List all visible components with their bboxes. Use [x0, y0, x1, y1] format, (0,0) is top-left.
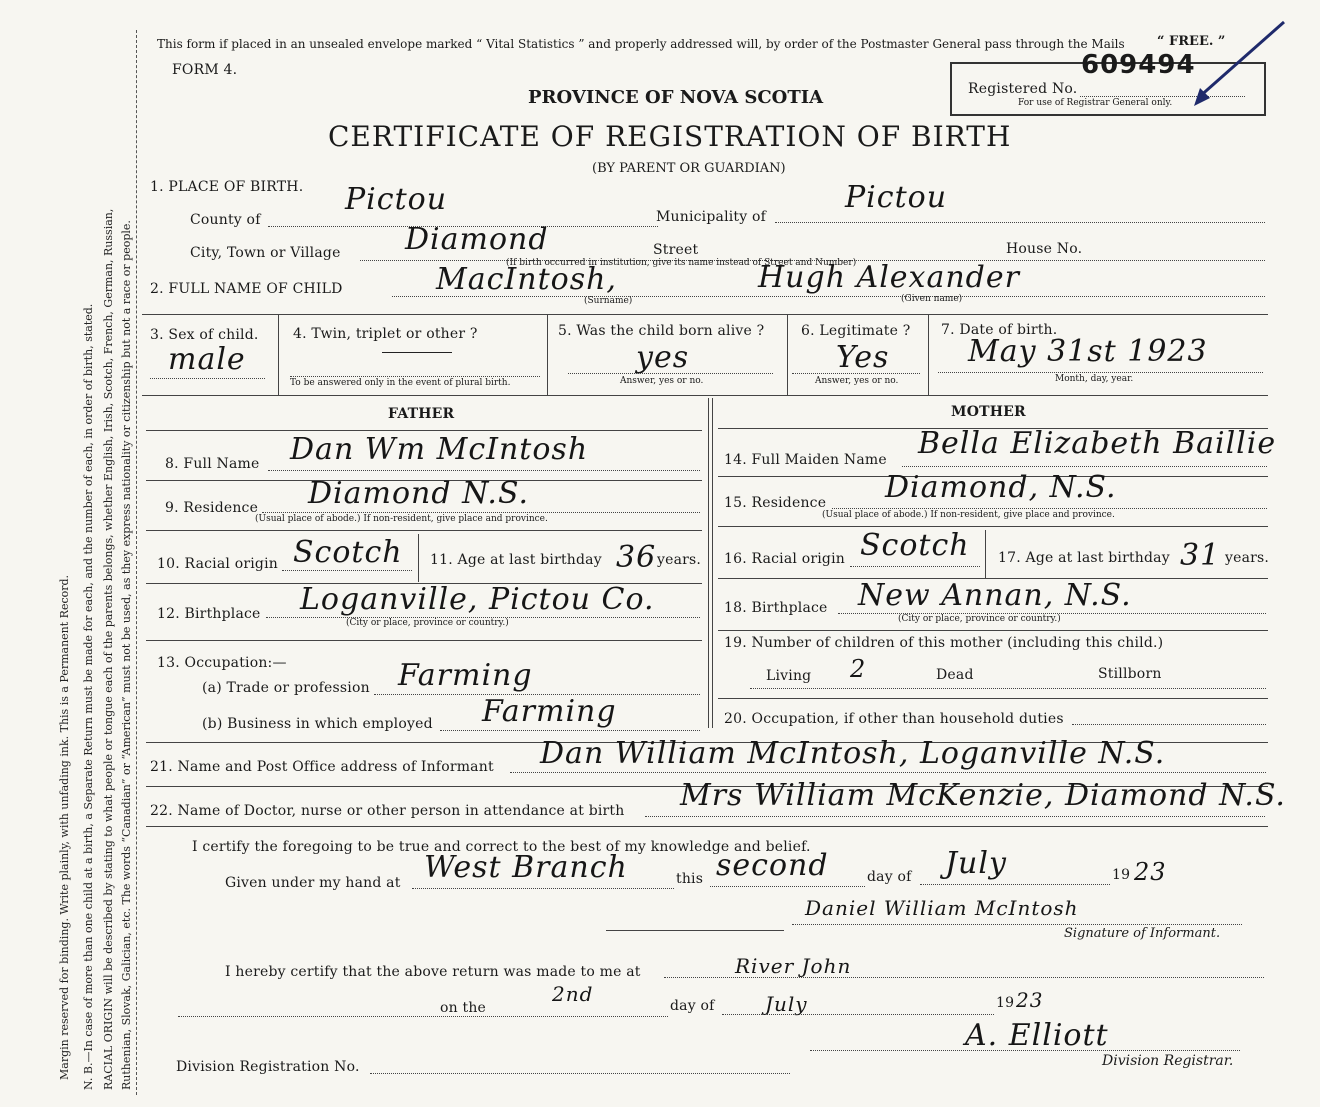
given-month: July	[945, 846, 1007, 881]
twin-dash	[382, 352, 452, 353]
mother-residence: Diamond, N.S.	[885, 470, 1117, 505]
given-year: 23	[1134, 858, 1167, 886]
sex-value: male	[168, 342, 246, 377]
father-residence: Diamond N.S.	[308, 476, 529, 511]
form-number: FORM 4.	[172, 62, 238, 78]
day-of-label: day of	[867, 869, 912, 885]
father-birthplace-note: (City or place, province or country.)	[346, 618, 509, 628]
alive-value: yes	[636, 340, 690, 375]
street-label: Street	[653, 242, 699, 258]
alive-label: 5. Was the child born alive ?	[558, 323, 765, 339]
father-years: years.	[657, 552, 702, 568]
side-note-racial: RACIAL ORIGIN will be described by stating to what people or tongue each of the parents belongs, whether English, Irish, Scotch, French, German, Russian,	[102, 208, 115, 1090]
free-notice: “ FREE. ”	[1157, 34, 1226, 49]
father-age-label: 11. Age at last birthday	[430, 552, 602, 568]
registrar-year-prefix: 19	[996, 995, 1015, 1011]
surname-label: (Surname)	[584, 296, 633, 306]
subtitle: (BY PARENT OR GUARDIAN)	[592, 161, 786, 176]
stillborn-label: Stillborn	[1098, 666, 1162, 682]
division-registrar-label: Division Registrar.	[1102, 1053, 1234, 1069]
mother-name: Bella Elizabeth Baillie	[918, 426, 1277, 461]
father-racial-label: 10. Racial origin	[157, 556, 278, 572]
registrar-day: 2nd	[552, 982, 594, 1006]
county-value: Pictou	[345, 182, 448, 217]
this-label: this	[676, 871, 704, 887]
page-title: CERTIFICATE OF REGISTRATION OF BIRTH	[328, 120, 1012, 153]
division-registration-label: Division Registration No.	[176, 1059, 360, 1075]
father-abode-note: (Usual place of abode.) If non-resident, give place and province.	[255, 514, 548, 524]
pen-mark-icon	[1180, 18, 1290, 110]
father-business-label: (b) Business in which employed	[202, 716, 433, 732]
institution-note: (If birth occurred in institution, give its name instead of Street and Number)	[506, 258, 857, 268]
county-label: County of	[190, 212, 261, 228]
doctor-value: Mrs William McKenzie, Diamond N.S.	[680, 778, 1286, 813]
father-trade: Farming	[398, 658, 533, 693]
certify-statement: I certify the foregoing to be true and correct to the best of my knowledge and belief.	[192, 839, 811, 855]
sex-label: 3. Sex of child.	[150, 327, 259, 343]
registrar-day-of: day of	[670, 998, 715, 1014]
informant-label: 21. Name and Post Office address of Informant	[150, 759, 494, 775]
mail-notice: This form if placed in an unsealed envelope marked “ Vital Statistics ” and properly addressed will, by order of the Postmaster General pass through the Mails	[157, 37, 1125, 51]
informant-signature: Daniel William McIntosh	[805, 896, 1079, 920]
house-label: House No.	[1006, 241, 1083, 257]
legitimate-label: 6. Legitimate ?	[801, 323, 911, 339]
mother-children-label: 19. Number of children of this mother (including this child.)	[724, 635, 1164, 651]
father-name-label: 8. Full Name	[165, 456, 260, 472]
doctor-label: 22. Name of Doctor, nurse or other person in attendance at birth	[150, 803, 625, 819]
child-name-label: 2. FULL NAME OF CHILD	[150, 281, 343, 297]
municipality-value: Pictou	[845, 180, 948, 215]
twin-note: To be answered only in the event of plural birth.	[290, 378, 511, 388]
mother-years: years.	[1225, 550, 1270, 566]
mother-residence-label: 15. Residence	[724, 495, 827, 511]
mother-birthplace-note: (City or place, province or country.)	[898, 614, 1061, 624]
living-value: 2	[850, 655, 867, 683]
mother-birthplace: New Annan, N.S.	[858, 578, 1132, 613]
place-of-birth-label: 1. PLACE OF BIRTH.	[150, 179, 304, 195]
given-place: West Branch	[424, 850, 628, 885]
mother-age: 31	[1180, 538, 1221, 573]
mother-birthplace-label: 18. Birthplace	[724, 600, 828, 616]
mother-abode-note: (Usual place of abode.) If non-resident, give place and province.	[822, 510, 1115, 520]
given-label: Given under my hand at	[225, 875, 401, 891]
father-heading: FATHER	[388, 406, 455, 422]
father-trade-label: (a) Trade or profession	[202, 680, 370, 696]
informant-value: Dan William McIntosh, Loganville N.S.	[540, 736, 1166, 771]
city-label: City, Town or Village	[190, 245, 341, 261]
registrar-statement: I hereby certify that the above return was made to me at	[225, 964, 641, 980]
registrar-use-note: For use of Registrar General only.	[1018, 98, 1173, 108]
mother-racial: Scotch	[860, 528, 970, 563]
side-note-margin: Margin reserved for binding. Write plainly, with unfading ink. This is a Permanent Record.	[58, 574, 71, 1080]
legitimate-value: Yes	[836, 340, 890, 375]
father-birthplace: Loganville, Pictou Co.	[300, 582, 655, 617]
municipality-label: Municipality of	[656, 209, 767, 225]
dob-label: 7. Date of birth.	[941, 322, 1058, 338]
dead-label: Dead	[936, 667, 974, 683]
signature-label: Signature of Informant.	[1064, 926, 1221, 941]
legitimate-note: Answer, yes or no.	[815, 376, 899, 386]
given-year-prefix: 19	[1112, 867, 1131, 883]
given-name-label: (Given name)	[901, 294, 963, 304]
registrar-year: 23	[1016, 988, 1044, 1012]
registered-number: 609494	[1081, 50, 1196, 80]
side-note-nb: N. B.—In case of more than one child at a birth, a Separate Return must be made for each, and the number of each, in order of birth, stated.	[82, 303, 95, 1090]
mother-age-label: 17. Age at last birthday	[998, 550, 1170, 566]
mother-occupation-label: 20. Occupation, if other than household duties	[724, 711, 1064, 727]
father-business: Farming	[482, 694, 617, 729]
registered-label: Registered No.	[968, 81, 1078, 97]
city-value: Diamond	[405, 222, 549, 257]
father-occupation-label: 13. Occupation:—	[157, 655, 287, 671]
side-note-racial-2: Ruthenian, Slovak, Galician, etc. The words “Canadian” or “American” must not be used, as they express nationality or citizenship but not a race or people.	[120, 220, 133, 1090]
registrar-signature: A. Elliott	[965, 1018, 1109, 1053]
alive-note: Answer, yes or no.	[620, 376, 704, 386]
province: PROVINCE OF NOVA SCOTIA	[528, 87, 824, 108]
registrar-place: River John	[735, 954, 852, 978]
father-racial: Scotch	[293, 535, 403, 570]
father-residence-label: 9. Residence	[165, 500, 259, 516]
child-given-name: Hugh Alexander	[758, 260, 1020, 295]
mother-name-label: 14. Full Maiden Name	[724, 452, 887, 468]
dob-note: Month, day, year.	[1055, 374, 1134, 384]
mother-racial-label: 16. Racial origin	[724, 551, 845, 567]
given-day: second	[716, 848, 829, 883]
twin-label: 4. Twin, triplet or other ?	[293, 326, 478, 342]
father-name: Dan Wm McIntosh	[290, 432, 589, 467]
binding-margin-line	[136, 30, 137, 1095]
dob-value: May 31st 1923	[968, 334, 1208, 369]
mother-heading: MOTHER	[951, 404, 1026, 420]
father-age: 36	[616, 540, 657, 575]
on-the-label: on the	[440, 1000, 487, 1016]
child-surname: MacIntosh,	[436, 262, 617, 297]
father-birthplace-label: 12. Birthplace	[157, 606, 261, 622]
living-label: Living	[766, 668, 812, 684]
registrar-month: July	[765, 992, 808, 1016]
